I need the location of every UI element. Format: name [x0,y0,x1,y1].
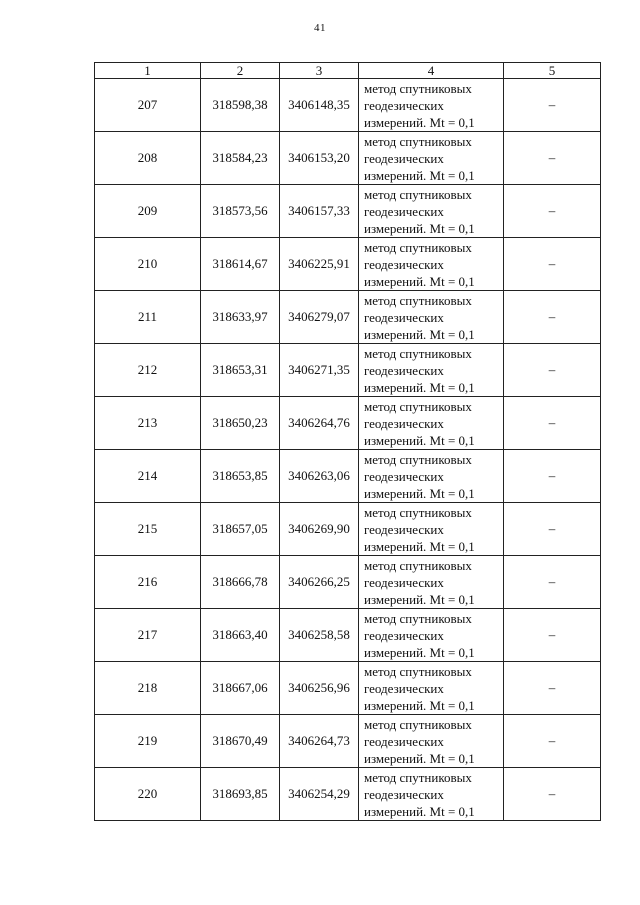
note-cell: – [504,344,601,397]
x-coordinate-cell: 318653,85 [201,450,280,503]
method-line-2: геодезических [364,97,444,113]
method-line-2: геодезических [364,150,444,166]
method-cell [359,503,504,556]
method-line-1: метод спутниковых [364,451,472,467]
method-line-1: метод спутниковых [364,186,472,202]
note-cell: – [504,132,601,185]
method-line-3: измерений. Mt = 0,1 [364,167,475,183]
method-line-2: геодезических [364,521,444,537]
note-cell: – [504,238,601,291]
x-coordinate-cell: 318693,85 [201,768,280,821]
table-row [95,79,601,132]
method-line-2: геодезических [364,415,444,431]
method-line-2: геодезических [364,309,444,325]
table-row [95,450,601,503]
point-number-cell: 207 [95,79,201,132]
method-cell [359,291,504,344]
method-line-1: метод спутниковых [364,292,472,308]
x-coordinate-cell: 318650,23 [201,397,280,450]
method-line-1: метод спутниковых [364,557,472,573]
method-line-3: измерений. Mt = 0,1 [364,326,475,342]
header-col-2: 2 [201,63,280,79]
header-col-3: 3 [280,63,359,79]
table-body [95,79,601,821]
method-line-3: измерений. Mt = 0,1 [364,803,475,819]
y-coordinate-cell: 3406256,96 [280,662,359,715]
y-coordinate-cell: 3406279,07 [280,291,359,344]
x-coordinate-cell: 318653,31 [201,344,280,397]
note-cell: – [504,556,601,609]
method-line-3: измерений. Mt = 0,1 [364,644,475,660]
x-coordinate-cell: 318584,23 [201,132,280,185]
note-cell: – [504,768,601,821]
point-number-cell: 215 [95,503,201,556]
coordinates-table [94,62,601,821]
method-line-1: метод спутниковых [364,345,472,361]
x-coordinate-cell: 318614,67 [201,238,280,291]
method-line-3: измерений. Mt = 0,1 [364,591,475,607]
method-cell [359,450,504,503]
method-line-2: геодезических [364,574,444,590]
table-row [95,397,601,450]
point-number-cell: 214 [95,450,201,503]
y-coordinate-cell: 3406258,58 [280,609,359,662]
note-cell: – [504,185,601,238]
method-cell [359,397,504,450]
table-row [95,503,601,556]
method-line-1: метод спутниковых [364,610,472,626]
y-coordinate-cell: 3406266,25 [280,556,359,609]
y-coordinate-cell: 3406225,91 [280,238,359,291]
point-number-cell: 219 [95,715,201,768]
table-row [95,185,601,238]
table-row [95,768,601,821]
header-col-5: 5 [504,63,601,79]
method-cell [359,768,504,821]
header-col-1: 1 [95,63,201,79]
method-line-3: измерений. Mt = 0,1 [364,379,475,395]
x-coordinate-cell: 318667,06 [201,662,280,715]
method-line-2: геодезических [364,733,444,749]
method-cell [359,556,504,609]
method-line-3: измерений. Mt = 0,1 [364,538,475,554]
method-line-2: геодезических [364,362,444,378]
note-cell: – [504,609,601,662]
x-coordinate-cell: 318663,40 [201,609,280,662]
point-number-cell: 210 [95,238,201,291]
point-number-cell: 212 [95,344,201,397]
table-row [95,344,601,397]
y-coordinate-cell: 3406263,06 [280,450,359,503]
note-cell: – [504,662,601,715]
method-line-3: измерений. Mt = 0,1 [364,114,475,130]
y-coordinate-cell: 3406254,29 [280,768,359,821]
y-coordinate-cell: 3406269,90 [280,503,359,556]
method-line-2: геодезических [364,256,444,272]
method-line-3: измерений. Mt = 0,1 [364,220,475,236]
x-coordinate-cell: 318633,97 [201,291,280,344]
note-cell: – [504,291,601,344]
point-number-cell: 211 [95,291,201,344]
point-number-cell: 208 [95,132,201,185]
point-number-cell: 209 [95,185,201,238]
table-row [95,132,601,185]
table-row [95,291,601,344]
method-line-1: метод спутниковых [364,133,472,149]
y-coordinate-cell: 3406153,20 [280,132,359,185]
point-number-cell: 217 [95,609,201,662]
point-number-cell: 220 [95,768,201,821]
method-line-2: геодезических [364,680,444,696]
note-cell: – [504,715,601,768]
x-coordinate-cell: 318666,78 [201,556,280,609]
table-row [95,662,601,715]
header-col-4: 4 [359,63,504,79]
table-row [95,556,601,609]
method-cell [359,662,504,715]
method-line-2: геодезических [364,468,444,484]
method-cell [359,715,504,768]
point-number-cell: 213 [95,397,201,450]
table-row [95,238,601,291]
method-line-3: измерений. Mt = 0,1 [364,432,475,448]
y-coordinate-cell: 3406271,35 [280,344,359,397]
method-cell [359,132,504,185]
method-cell [359,79,504,132]
method-line-1: метод спутниковых [364,504,472,520]
table-row [95,609,601,662]
method-line-1: метод спутниковых [364,398,472,414]
method-line-2: геодезических [364,786,444,802]
y-coordinate-cell: 3406148,35 [280,79,359,132]
x-coordinate-cell: 318657,05 [201,503,280,556]
method-line-1: метод спутниковых [364,239,472,255]
method-line-2: геодезических [364,627,444,643]
method-line-1: метод спутниковых [364,716,472,732]
method-cell [359,185,504,238]
x-coordinate-cell: 318573,56 [201,185,280,238]
method-line-1: метод спутниковых [364,80,472,96]
note-cell: – [504,503,601,556]
table-header-row [95,63,601,79]
page-number: 41 [314,22,326,34]
y-coordinate-cell: 3406264,76 [280,397,359,450]
method-line-1: метод спутниковых [364,769,472,785]
note-cell: – [504,79,601,132]
method-line-3: измерений. Mt = 0,1 [364,750,475,766]
method-line-3: измерений. Mt = 0,1 [364,485,475,501]
method-line-3: измерений. Mt = 0,1 [364,697,475,713]
x-coordinate-cell: 318670,49 [201,715,280,768]
method-line-2: геодезических [364,203,444,219]
x-coordinate-cell: 318598,38 [201,79,280,132]
note-cell: – [504,397,601,450]
point-number-cell: 216 [95,556,201,609]
method-cell [359,238,504,291]
method-line-1: метод спутниковых [364,663,472,679]
y-coordinate-cell: 3406264,73 [280,715,359,768]
method-line-3: измерений. Mt = 0,1 [364,273,475,289]
table-row [95,715,601,768]
point-number-cell: 218 [95,662,201,715]
y-coordinate-cell: 3406157,33 [280,185,359,238]
method-cell [359,344,504,397]
note-cell: – [504,450,601,503]
method-cell [359,609,504,662]
